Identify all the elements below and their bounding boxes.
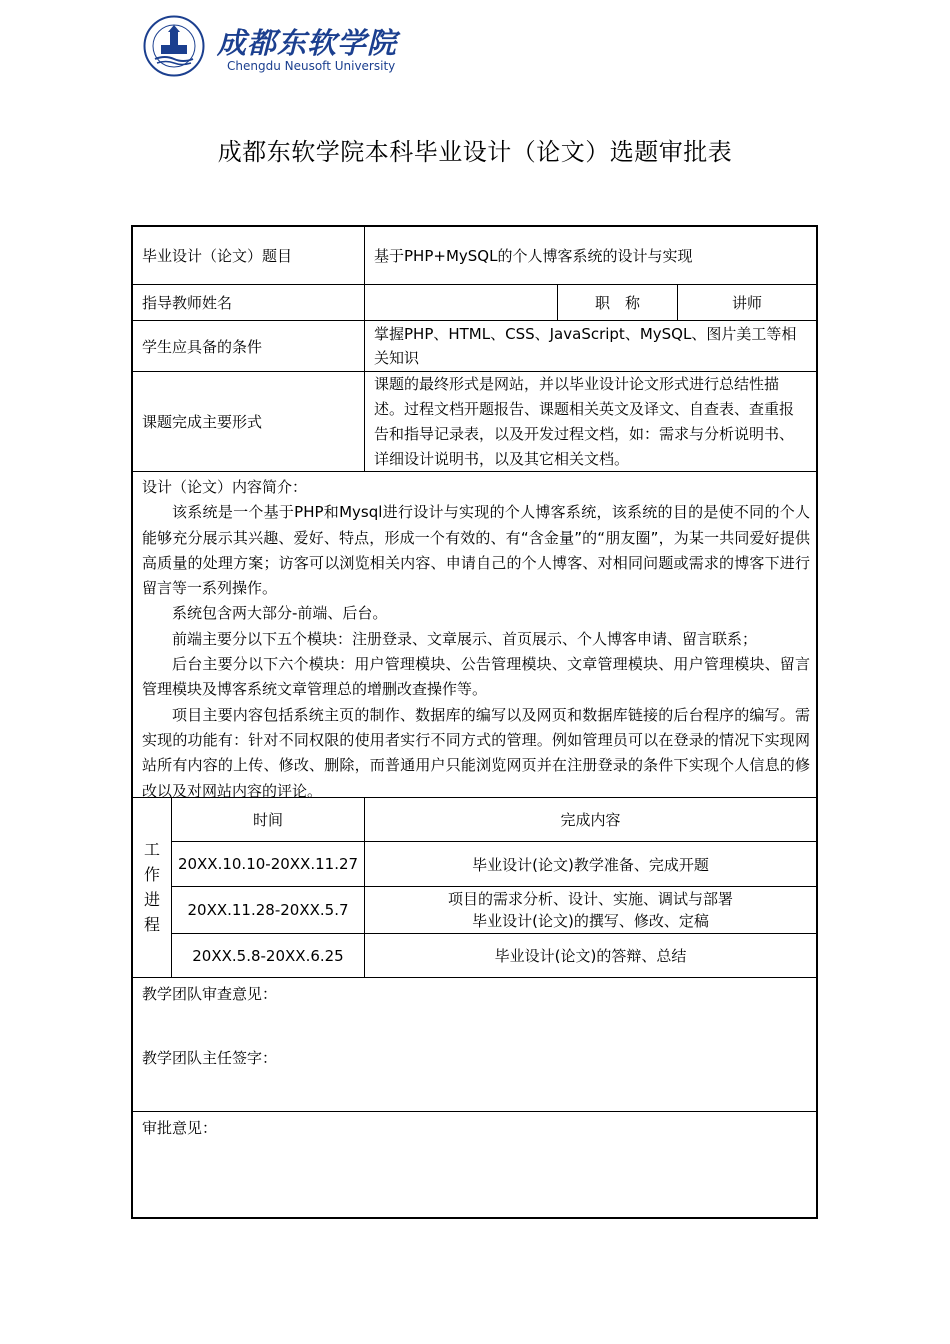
topic-label: 毕业设计（论文）题目 [142,247,293,265]
rank-value: 讲师 [731,294,762,312]
logo-english-name: Chengdu Neusoft University [227,59,396,73]
rank-label: 职 称 [594,294,640,312]
schedule-content: 毕业设计(论文)的答辩、总结 [494,947,687,965]
content-introduction [142,475,810,804]
intro-label: 设计（论文）内容简介： [142,478,308,496]
work-process-label: 工 作 进 程 [143,840,160,934]
row-divider [133,977,816,978]
approval-form-table [131,225,818,1219]
schedule-time: 20XX.10.10-20XX.11.27 [177,855,359,873]
approval-label: 审批意见： [142,1119,218,1137]
time-column-header: 时间 [252,811,283,829]
schedule-time: 20XX.11.28-20XX.5.7 [187,901,349,919]
intro-paragraph: 前端主要分以下五个模块：注册登录、文章展示、首页展示、个人博客申请、留言联系； [172,629,758,648]
intro-paragraph: 系统包含两大部分-前端、后台。 [172,604,388,623]
team-review-label: 教学团队审查意见： [142,985,278,1003]
intro-paragraph: 后台主要分以下六个模块：用户管理模块、公告管理模块、文章管理模块、用户管理模块、留言管理模块及博客系统文章管理总的增删改查操作等。 [142,655,810,699]
page-title: 成都东软学院本科毕业设计（论文）选题审批表 [217,138,733,166]
schedule-time: 20XX.5.8-20XX.6.25 [192,946,344,965]
format-label: 课题完成主要形式 [142,413,263,431]
advisor-value [365,285,557,320]
intro-paragraph: 项目主要内容包括系统主页的制作、数据库的编写以及网页和数据库链接的后台程序的编写。需实现的功能有：针对不同权限的使用者实行不同方式的管理。例如管理员可以在登录的情况下实现网站所有内容的上传、修改、删除，而普通用户只能浏览网页并在注册登录的条件下实现个人信息的修改以及对网站内容的评论。 [142,705,810,800]
topic-value: 基于PHP+MySQL的个人博客系统的设计与实现 [374,246,693,265]
requirements-value: 掌握PHP、HTML、CSS、JavaScript、MySQL、图片美工等相关知识 [374,325,797,367]
schedule-content: 项目的需求分析、设计、实施、调试与部署 毕业设计(论文)的撰写、修改、定稿 [447,890,733,930]
team-sign-label: 教学团队主任签字： [142,1049,278,1067]
intro-paragraph: 该系统是一个基于PHP和Mysql进行设计与实现的个人博客系统，该系统的目的是使不同的个人能够充分展示其兴趣、爱好、特点，形成一个有效的、有“含金量”的“朋友圈”，为某一共同爱好提供高质量的处理方案；访客可以浏览相关内容、申请自己的个人博客、对相同问题或需求的博客下进行留言等一系列操作。 [142,503,810,598]
requirements-label: 学生应具备的条件 [142,337,263,356]
logo-chinese-name: 成都东软学院 [217,26,398,60]
university-seal-icon [143,15,205,77]
advisor-label: 指导教师姓名 [142,294,233,312]
university-logo [143,15,403,77]
format-value: 课题的最终形式是网站，并以毕业设计论文形式进行总结性描述。过程文档开题报告、课题相关英文及译文、自查表、查重报告和指导记录表，以及开发过程文档，如：需求与分析说明书、详细设计说明书，以及其它相关文档。 [374,374,795,468]
row-divider [133,1111,816,1112]
content-column-header: 完成内容 [560,811,621,829]
schedule-content: 毕业设计(论文)教学准备、完成开题 [472,855,709,874]
